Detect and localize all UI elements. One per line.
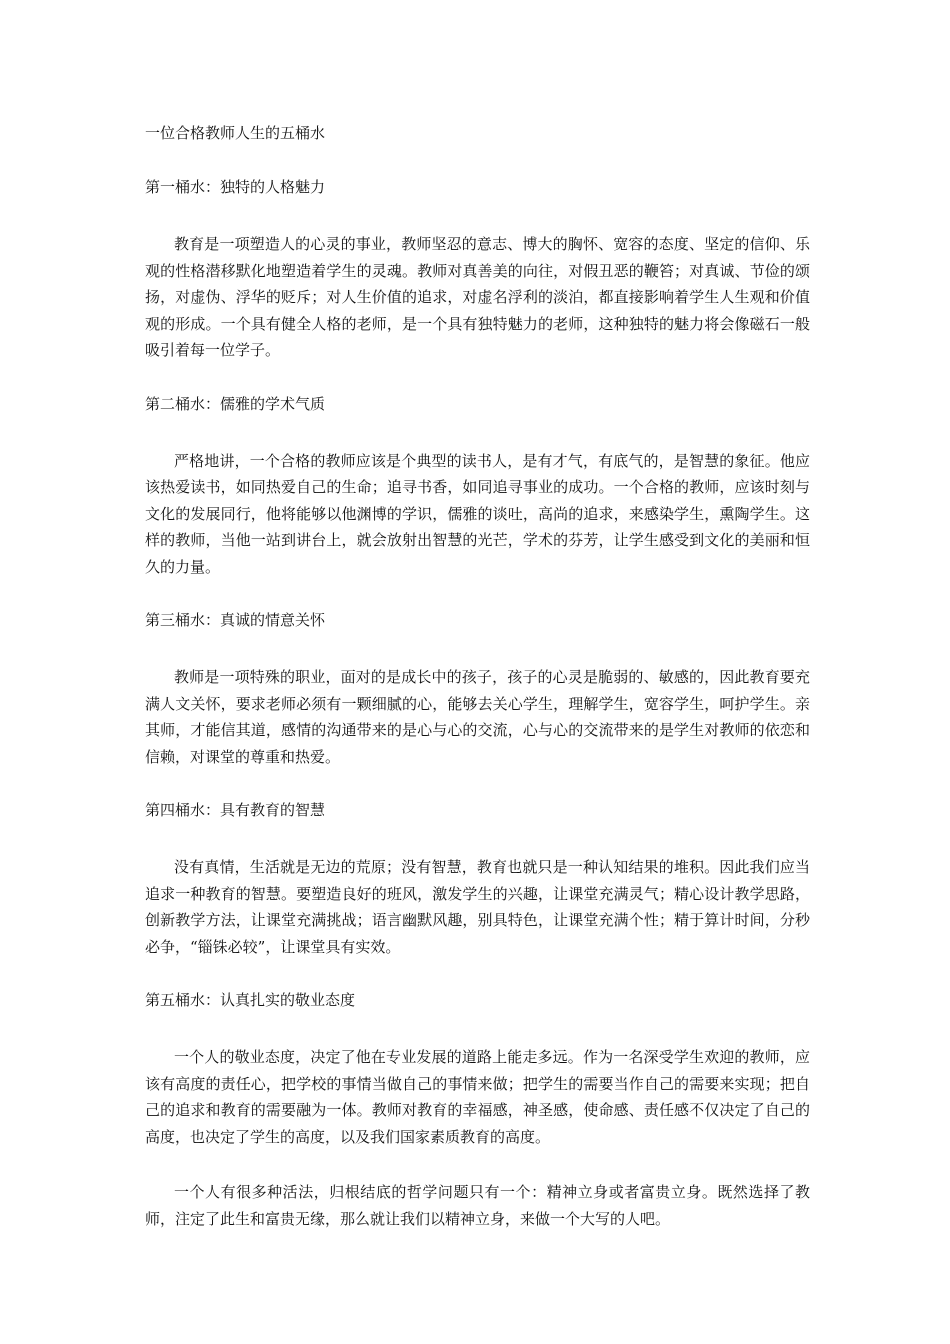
section-2 bbox=[145, 393, 810, 581]
section-heading: 第四桶水：具有教育的智慧 bbox=[145, 801, 326, 819]
section-1 bbox=[145, 176, 810, 364]
section-4 bbox=[145, 799, 810, 960]
section-heading: 第一桶水：独特的人格魅力 bbox=[145, 178, 326, 196]
section-paragraph: 没有真情，生活就是无边的荒原；没有智慧，教育也就只是一种认知结果的堆积。因此我们应当追求一种教育的智慧。要塑造良好的班风，激发学生的兴趣，让课堂充满灵气；精心设计教学思路，创新教学方法，让课堂充满挑战；语言幽默风趣，别具特色，让课堂充满个性；精于算计时间，分秒必争，“锱铢必较”，让课堂具有实效。 bbox=[145, 858, 810, 956]
section-paragraph: 教育是一项塑造人的心灵的事业，教师坚忍的意志、博大的胸怀、宽容的态度、坚定的信仰、乐观的性格潜移默化地塑造着学生的灵魂。教师对真善美的向往，对假丑恶的鞭笞；对真诚、节俭的颂扬，对虚伪、浮华的贬斥；对人生价值的追求，对虚名浮利的淡泊，都直接影响着学生人生观和价值观的形成。一个具有健全人格的老师，是一个具有独特魅力的老师，这种独特的魅力将会像磁石一般吸引着每一位学子。 bbox=[145, 235, 810, 359]
closing-paragraph: 一个人有很多种活法，归根结底的哲学问题只有一个：精神立身或者富贵立身。既然选择了教师，注定了此生和富贵无缘，那么就让我们以精神立身，来做一个大写的人吧。 bbox=[145, 1183, 810, 1228]
section-heading: 第三桶水：真诚的情意关怀 bbox=[145, 611, 326, 629]
section-paragraph: 教师是一项特殊的职业，面对的是成长中的孩子，孩子的心灵是脆弱的、敏感的，因此教育要充满人文关怀，要求老师必须有一颗细腻的心，能够去关心学生，理解学生，宽容学生，呵护学生。亲其师，才能信其道，感情的沟通带来的是心与心的交流，心与心的交流带来的是学生对教师的依恋和信赖，对课堂的尊重和热爱。 bbox=[145, 668, 810, 766]
document-page bbox=[145, 122, 810, 1261]
section-3 bbox=[145, 609, 810, 770]
section-paragraph: 一个人的敬业态度，决定了他在专业发展的道路上能走多远。作为一名深受学生欢迎的教师，应该有高度的责任心，把学校的事情当做自己的事情来做；把学生的需要当作自己的需要来实现；把自己的追求和教育的需要融为一体。教师对教育的幸福感，神圣感，使命感、责任感不仅决定了自己的高度，也决定了学生的高度，以及我们国家素质教育的高度。 bbox=[145, 1048, 810, 1146]
section-5 bbox=[145, 989, 810, 1150]
section-heading: 第五桶水：认真扎实的敬业态度 bbox=[145, 991, 356, 1009]
document-title: 一位合格教师人生的五桶水 bbox=[145, 124, 326, 142]
section-paragraph: 严格地讲，一个合格的教师应该是个典型的读书人，是有才气，有底气的，是智慧的象征。他应该热爱读书，如同热爱自己的生命；追寻书香，如同追寻事业的成功。一个合格的教师，应该时刻与文化的发展同行，他将能够以他渊博的学识，儒雅的谈吐，高尚的追求，来感染学生，熏陶学生。这样的教师，当他一站到讲台上，就会放射出智慧的光芒，学术的芬芳，让学生感受到文化的美丽和恒久的力量。 bbox=[145, 451, 810, 576]
section-heading: 第二桶水：儒雅的学术气质 bbox=[145, 394, 326, 413]
